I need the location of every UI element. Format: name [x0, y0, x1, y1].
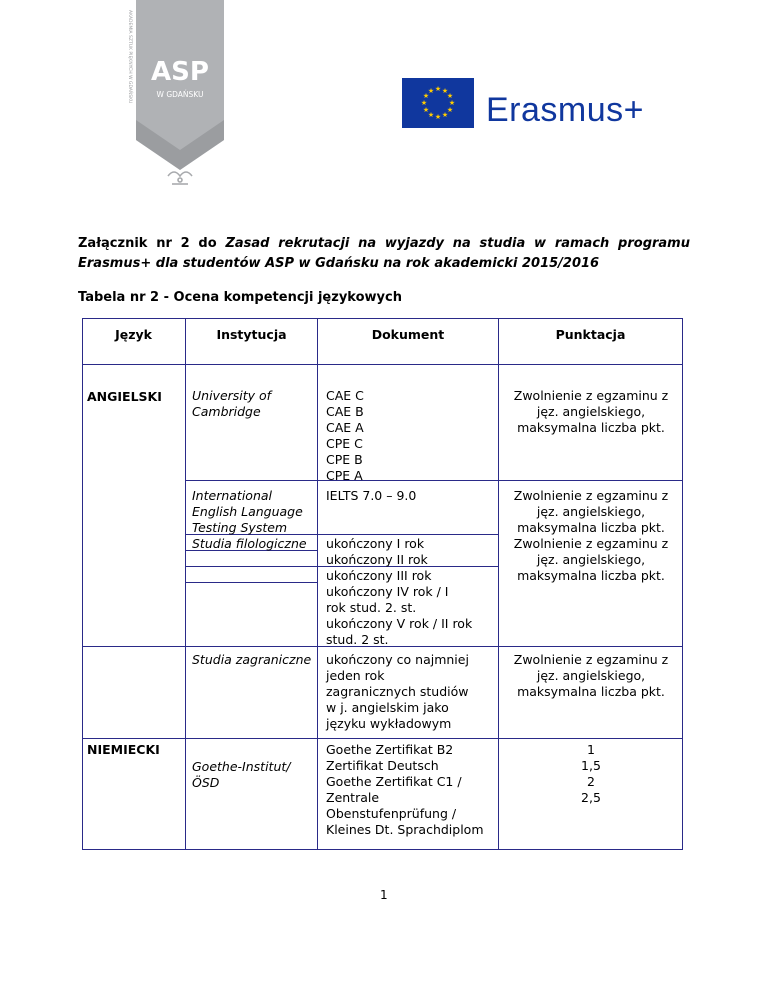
score-cambridge: Zwolnienie z egzaminu z jęz. angielskiego, maksymalna liczba pkt. — [513, 388, 669, 435]
svg-text:★: ★ — [446, 92, 454, 100]
document-cae-a: CAE A — [326, 420, 364, 435]
documents-niemiecki: Goethe Zertifikat B2 Zertifikat Deutsch Goethe Zertifikat C1 / Zentrale Obenstufenprüfung / Kleines Dt. Sprachdiplom — [326, 742, 496, 838]
erasmus-logo-text: Erasmus+ — [486, 91, 644, 129]
table-title: Tabela nr 2 - Ocena kompetencji językowych — [78, 290, 402, 305]
svg-text:★: ★ — [434, 113, 442, 121]
col-divider-1 — [185, 318, 186, 850]
document-rok-3: ukończony III rok — [326, 568, 432, 583]
svg-text:★: ★ — [420, 99, 428, 107]
table-border-top — [82, 318, 683, 319]
asp-logo-text: ASP — [151, 57, 209, 87]
asp-crest-icon — [168, 172, 192, 184]
document-cpe-b: CPE B — [326, 452, 363, 467]
row-divider-zagraniczne — [82, 738, 683, 739]
lang-angielski: ANGIELSKI — [87, 389, 162, 404]
asp-vertical-text: AKADEMIA SZTUK PIĘKNYCH W GDAŃSKU — [127, 10, 132, 104]
svg-text:★: ★ — [448, 99, 456, 107]
svg-text:★: ★ — [441, 87, 449, 95]
institution-filologiczne: Studia filologiczne — [192, 536, 307, 551]
document-cae-b: CAE B — [326, 404, 364, 419]
document-cpe-c: CPE C — [326, 436, 363, 451]
heading-italic: Zasad rekrutacji na wyjazdy na studia w ramach programu Erasmus+ dla studentów ASP w Gdańsku na rok akademicki 2015/2016 — [78, 236, 690, 271]
svg-text:★: ★ — [434, 85, 442, 93]
document-rok-5: ukończony V rok / II rok — [326, 616, 473, 631]
document-rok-2: ukończony II rok — [326, 552, 428, 567]
institution-zagraniczne: Studia zagraniczne — [192, 652, 312, 667]
table-border-bottom — [82, 849, 683, 850]
documents-filologiczne: ukończony I rok ukończony II rok ukończony III rok ukończony IV rok / I rok stud. 2. st. ukończony V rok / II rok stud. 2 st. — [326, 536, 496, 648]
header-dokument: Dokument — [371, 327, 445, 342]
asp-logo — [120, 0, 224, 190]
document-zagraniczne: ukończony co najmniej jeden rok zagranicznych studiów w j. angielskim jako języku wykładowym — [326, 652, 469, 731]
col-divider-2 — [317, 318, 318, 850]
score-filologiczne: Zwolnienie z egzaminu z jęz. angielskiego, maksymalna liczba pkt. — [513, 536, 669, 583]
document-rok-4: ukończony IV rok / I — [326, 584, 449, 599]
document-ielts: IELTS 7.0 – 9.0 — [326, 488, 417, 503]
svg-text:★: ★ — [441, 111, 449, 119]
document-cpe-a: CPE A — [326, 468, 363, 483]
document-goethe-c1: Goethe Zertifikat C1 / — [326, 774, 462, 789]
table-border-left — [82, 318, 83, 850]
score-3: 2 — [587, 774, 595, 789]
score-1: 1 — [587, 742, 595, 757]
language-table — [82, 318, 683, 850]
score-4: 2,5 — [581, 790, 601, 805]
header-instytucja: Instytucja — [216, 327, 287, 342]
document-cae-c: CAE C — [326, 388, 364, 403]
header-punktacja: Punktacja — [555, 327, 626, 342]
svg-text:★: ★ — [427, 87, 435, 95]
svg-text:★: ★ — [427, 111, 435, 119]
svg-text:★: ★ — [422, 106, 430, 114]
lang-niemiecki: NIEMIECKI — [87, 742, 160, 757]
document-heading — [78, 234, 690, 274]
scores-niemiecki — [500, 742, 682, 806]
institution-goethe: Goethe-Institut/ ÖSD — [192, 759, 291, 790]
document-rok-1: ukończony I rok — [326, 536, 425, 551]
asp-logo-subtext: W GDAŃSKU — [156, 90, 204, 99]
documents-cambridge — [326, 388, 496, 484]
score-ielts: Zwolnienie z egzaminu z jęz. angielskiego, maksymalna liczba pkt. — [513, 488, 669, 535]
header-jezyk: Język — [115, 327, 152, 342]
row-divider-fil-3 — [186, 582, 317, 583]
institution-ielts: International English Language Testing System — [192, 488, 303, 535]
document-goethe-b2: Goethe Zertifikat B2 — [326, 742, 454, 757]
col-divider-3 — [498, 318, 499, 850]
heading-prefix: Załącznik nr 2 do — [78, 236, 226, 251]
document-zertifikat-deutsch: Zertifikat Deutsch — [326, 758, 439, 773]
score-2: 1,5 — [581, 758, 601, 773]
svg-text:★: ★ — [446, 106, 454, 114]
eu-flag-icon — [402, 78, 474, 128]
page-number: 1 — [380, 888, 388, 902]
institution-cambridge: University of Cambridge — [192, 388, 272, 419]
header-row-divider — [82, 364, 683, 365]
score-zagraniczne: Zwolnienie z egzaminu z jęz. angielskiego, maksymalna liczba pkt. — [513, 652, 669, 699]
table-border-right — [682, 318, 683, 850]
svg-text:★: ★ — [422, 92, 430, 100]
